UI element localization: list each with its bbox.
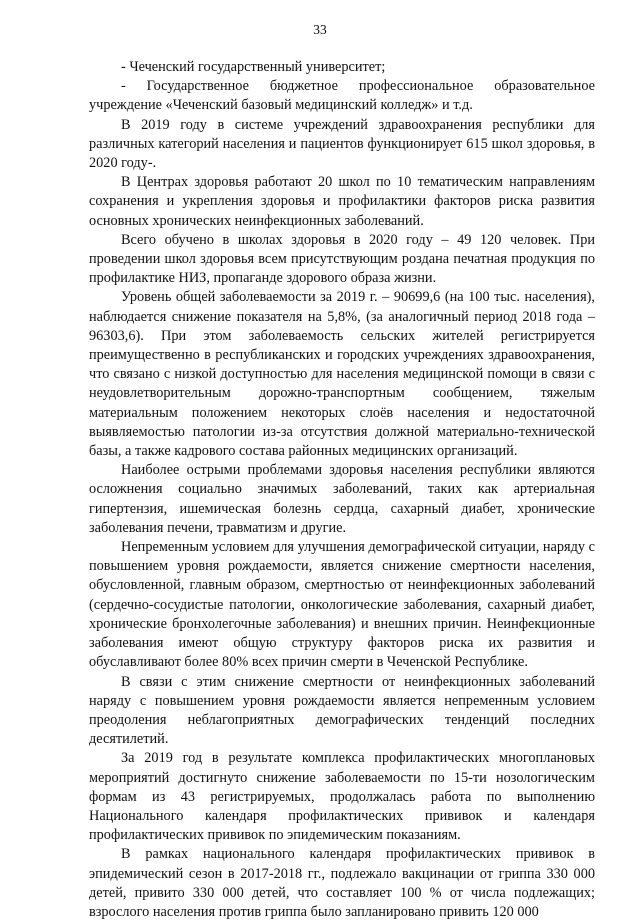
page-number: 33 <box>313 22 327 37</box>
paragraph-health-centers: В Центрах здоровья работают 20 школ по 10 тематическим направлениям сохранения и укрепления здоровья и профилактики факторов риска развития основных хронических неинфекционных заболеваний. <box>89 174 595 229</box>
paragraph-medical-college: - Государственное бюджетное профессиональное образовательное учреждение «Чеченский базовый медицинский колледж» и т.д. <box>89 78 595 114</box>
paragraph-trained-count: Всего обучено в школах здоровья в 2020 году – 49 120 человек. При проведении школ здоровья всем присутствующим роздана печатная продукция по профилактике НИЗ, пропаганде здорового образа жизни. <box>89 231 595 287</box>
paragraph-mortality-reduction: В связи с этим снижение смертности от неинфекционных заболеваний наряду с повышением уровня рождаемости является непременным условием преодоления неблагоприятных демографических тенденций последних десятилетий. <box>89 673 595 748</box>
paragraph-morbidity-level: Уровень общей заболеваемости за 2019 г. – 90699,6 (на 100 тыс. населения), наблюдается снижение показателя на 5,8%, (за аналогичный период 2018 года – 96303,6). При этом заболеваемость сельских жителей регистрируется преимущественно в республиканских и городских учреждениях здравоохранения, что связано с низкой доступностью для населения медицинской помощи в связи с неудовлетворительным дорожно-транспортным сообщением, тяжелым материальным положением некоторых слоёв населения и недостаточной выявляемостью патологии из-за отсутствия должной материально-технической базы, а также кадрового состава районных медицинских организаций. <box>89 289 595 460</box>
paragraph-demographic-condition: Непременным условием для улучшения демографической ситуации, наряду с повышением уровня рождаемости, является снижение смертности населения, обусловленной, главным образом, смертностью от неинфекционных заболеваний (сердечно-сосудистые патологии, онкологические заболевания, сахарный диабет, хронические бронхолегочные заболевания) и внешних причин. Неинфекционные заболевания имеют общую структуру факторов риска их развития и обуславливают более 80% всех причин смерти в Чеченской Республике. <box>89 539 595 671</box>
paragraph-vaccination-calendar: В рамках национального календаря профилактических прививок в эпидемический сезон в 2017-2018 гг., подлежало вакцинации от гриппа 330 000 детей, привито 330 000 детей, что составляет 100 % от числа подлежащих; взрослого населения против гриппа было запланировано привить 120 000 <box>89 846 595 920</box>
document-body <box>89 58 595 922</box>
paragraph-preventive-measures: За 2019 год в результате комплекса профилактических многоплановых мероприятий достигнуто снижение заболеваемости по 15-ти нозологическим формам из 43 регистрируемых, продолжалась работа по выполнению Национального календаря профилактических прививок и календаря профилактических прививок по эпидемическим показаниям. <box>89 750 595 844</box>
paragraph-acute-problems: Наиболее острыми проблемами здоровья населения республики являются осложнения социально значимых заболеваний, таких как артериальная гипертензия, ишемическая болезнь сердца, сахарный диабет, хронические заболевания печени, травматизм и другие. <box>89 462 595 536</box>
paragraph-health-schools-2019: В 2019 году в системе учреждений здравоохранения республики для различных категорий населения и пациентов функционирует 615 школ здоровья, в 2020 году-. <box>89 116 595 172</box>
paragraph-university: - Чеченский государственный университет; <box>121 59 386 75</box>
